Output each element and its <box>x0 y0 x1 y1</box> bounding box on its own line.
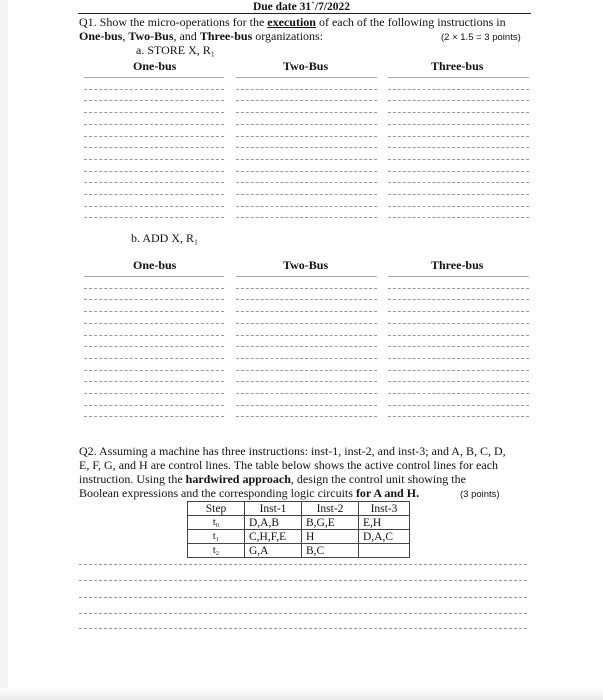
part-b-col-one-bus: One-bus <box>133 258 177 272</box>
part-a-col-three-bus: Three-bus <box>431 59 484 73</box>
q2-line-3-pre: instruction. Using the <box>79 472 186 486</box>
q2-points: (3 points) <box>460 489 500 500</box>
q1-organizations: organizations: <box>252 29 324 43</box>
answer-line[interactable] <box>236 288 377 289</box>
answer-line[interactable] <box>388 112 529 113</box>
q1-text-post: of each of the following instructions in <box>315 15 506 29</box>
answer-line[interactable] <box>236 136 377 137</box>
answer-line[interactable] <box>388 159 529 160</box>
answer-line[interactable] <box>388 100 529 101</box>
answer-line[interactable] <box>79 613 527 614</box>
answer-line[interactable] <box>84 311 224 312</box>
answer-line[interactable] <box>84 124 224 125</box>
answer-line[interactable] <box>388 393 529 394</box>
table-header-row <box>188 502 410 516</box>
q1-line-1 <box>79 16 506 30</box>
q1-execution-emphasis: execution <box>267 15 316 29</box>
answer-line[interactable] <box>236 89 377 90</box>
answer-line[interactable] <box>236 381 377 382</box>
table-cell: D,A,B <box>245 516 302 530</box>
answer-line[interactable] <box>84 416 224 417</box>
q1-line-2 <box>79 30 323 44</box>
answer-line[interactable] <box>236 124 377 125</box>
q1-text-pre: Q1. Show the micro-operations for the <box>79 15 268 29</box>
q2-for-a-and-h: for A and H. <box>355 486 420 500</box>
answer-line[interactable] <box>84 381 224 382</box>
answer-line[interactable] <box>388 217 529 218</box>
answer-line[interactable] <box>236 112 377 113</box>
q2-line-4-pre: Boolean expressions and the corresponding logic circuits <box>79 486 356 500</box>
answer-line[interactable] <box>236 171 377 172</box>
answer-line[interactable] <box>84 147 224 148</box>
answer-line[interactable] <box>84 159 224 160</box>
answer-line[interactable] <box>388 358 529 359</box>
answer-line[interactable] <box>84 358 224 359</box>
answer-line[interactable] <box>388 311 529 312</box>
answer-line[interactable] <box>79 628 527 629</box>
answer-line[interactable] <box>84 100 224 101</box>
q1-two-bus: Two-Bus <box>128 29 174 43</box>
answer-line[interactable] <box>388 182 529 183</box>
answer-line[interactable] <box>388 147 529 148</box>
answer-line[interactable] <box>388 370 529 371</box>
answer-line[interactable] <box>388 416 529 417</box>
answer-line[interactable] <box>388 276 529 277</box>
table-header-inst-3: Inst-3 <box>359 502 410 516</box>
answer-line[interactable] <box>84 217 224 218</box>
answer-line[interactable] <box>236 100 377 101</box>
answer-line[interactable] <box>388 136 529 137</box>
part-a-col-one-bus: One-bus <box>133 59 177 73</box>
table-header-step: Step <box>188 502 245 516</box>
answer-line[interactable] <box>84 77 224 78</box>
answer-line[interactable] <box>84 276 224 277</box>
answer-line[interactable] <box>236 217 377 218</box>
q2-line-3-post: , design the control unit showing the <box>290 472 466 486</box>
answer-line[interactable] <box>236 77 377 78</box>
table-cell: H <box>302 530 359 544</box>
table-cell <box>359 544 410 558</box>
table-cell-step: t₀ <box>188 516 245 530</box>
answer-line[interactable] <box>84 346 224 347</box>
q2-line-3 <box>79 473 466 487</box>
answer-line[interactable] <box>236 299 377 300</box>
answer-line[interactable] <box>388 288 529 289</box>
table-cell: E,H <box>359 516 410 530</box>
answer-line[interactable] <box>388 405 529 406</box>
table-row <box>188 516 410 530</box>
answer-line[interactable] <box>236 346 377 347</box>
table-cell: B,C <box>302 544 359 558</box>
answer-line[interactable] <box>84 288 224 289</box>
q2-line-1: Q2. Assuming a machine has three instructions: inst-1, inst-2, and inst-3; and A, B, C, D, <box>79 444 506 458</box>
table-cell: G,A <box>245 544 302 558</box>
part-a-col-two-bus: Two-Bus <box>283 59 329 73</box>
answer-line[interactable] <box>236 159 377 160</box>
control-lines-table <box>187 501 410 558</box>
q1-one-bus: One-bus <box>79 29 123 43</box>
answer-line[interactable] <box>236 323 377 324</box>
answer-line[interactable] <box>388 206 529 207</box>
q1-sep-2: , and <box>173 29 200 43</box>
answer-line[interactable] <box>84 194 224 195</box>
answer-line[interactable] <box>236 182 377 183</box>
table-cell: C,H,F,E <box>245 530 302 544</box>
answer-line[interactable] <box>84 370 224 371</box>
answer-line[interactable] <box>236 370 377 371</box>
table-cell-step: t₁ <box>188 530 245 544</box>
answer-line[interactable] <box>388 346 529 347</box>
answer-line[interactable] <box>84 323 224 324</box>
table-row <box>188 530 410 544</box>
table-header-inst-2: Inst-2 <box>302 502 359 516</box>
answer-line[interactable] <box>236 194 377 195</box>
answer-line[interactable] <box>84 405 224 406</box>
header-rule <box>78 13 531 14</box>
answer-line[interactable] <box>236 206 377 207</box>
q1-sep-1: , <box>122 29 129 43</box>
table-header-inst-1: Inst-1 <box>245 502 302 516</box>
answer-line[interactable] <box>388 299 529 300</box>
table-cell: B,G,E <box>302 516 359 530</box>
answer-line[interactable] <box>84 182 224 183</box>
answer-line[interactable] <box>84 393 224 394</box>
answer-line[interactable] <box>388 124 529 125</box>
q1-three-bus: Three-bus <box>199 29 253 43</box>
part-b-label: b. ADD X, R₁ <box>131 231 199 245</box>
answer-line[interactable] <box>84 171 224 172</box>
answer-line[interactable] <box>84 136 224 137</box>
answer-line[interactable] <box>84 206 224 207</box>
q1-points: (2 × 1.5 = 3 points) <box>441 32 521 43</box>
answer-line[interactable] <box>388 194 529 195</box>
answer-line[interactable] <box>236 335 377 336</box>
q2-line-4 <box>79 487 419 501</box>
q2-hardwired-emphasis: hardwired approach <box>185 472 291 486</box>
answer-line[interactable] <box>84 299 224 300</box>
answer-line[interactable] <box>236 276 377 277</box>
answer-line[interactable] <box>388 335 529 336</box>
page-edge <box>0 0 8 700</box>
table-cell-step: t₂ <box>188 544 245 558</box>
answer-line[interactable] <box>388 381 529 382</box>
table-cell: D,A,C <box>359 530 410 544</box>
answer-line[interactable] <box>84 89 224 90</box>
page-bottom-shadow <box>0 688 603 700</box>
table-row <box>188 544 410 558</box>
part-b-col-three-bus: Three-bus <box>431 258 484 272</box>
answer-line[interactable] <box>236 416 377 417</box>
answer-line[interactable] <box>84 112 224 113</box>
answer-line[interactable] <box>388 89 529 90</box>
part-a-label: a. STORE X, R₁ <box>136 43 215 57</box>
answer-line[interactable] <box>79 564 527 565</box>
answer-line[interactable] <box>79 580 527 581</box>
due-date-header: Due date 31`/7/2022 <box>252 1 351 13</box>
q2-line-2: E, F, G, and H are control lines. The table below shows the active control lines for each <box>79 458 499 472</box>
answer-line[interactable] <box>388 323 529 324</box>
answer-line[interactable] <box>79 597 527 598</box>
answer-line[interactable] <box>388 77 529 78</box>
part-b-col-two-bus: Two-Bus <box>283 258 329 272</box>
answer-line[interactable] <box>236 147 377 148</box>
answer-line[interactable] <box>236 393 377 394</box>
answer-line[interactable] <box>388 171 529 172</box>
answer-line[interactable] <box>84 335 224 336</box>
answer-line[interactable] <box>236 358 377 359</box>
answer-line[interactable] <box>236 405 377 406</box>
answer-line[interactable] <box>236 311 377 312</box>
